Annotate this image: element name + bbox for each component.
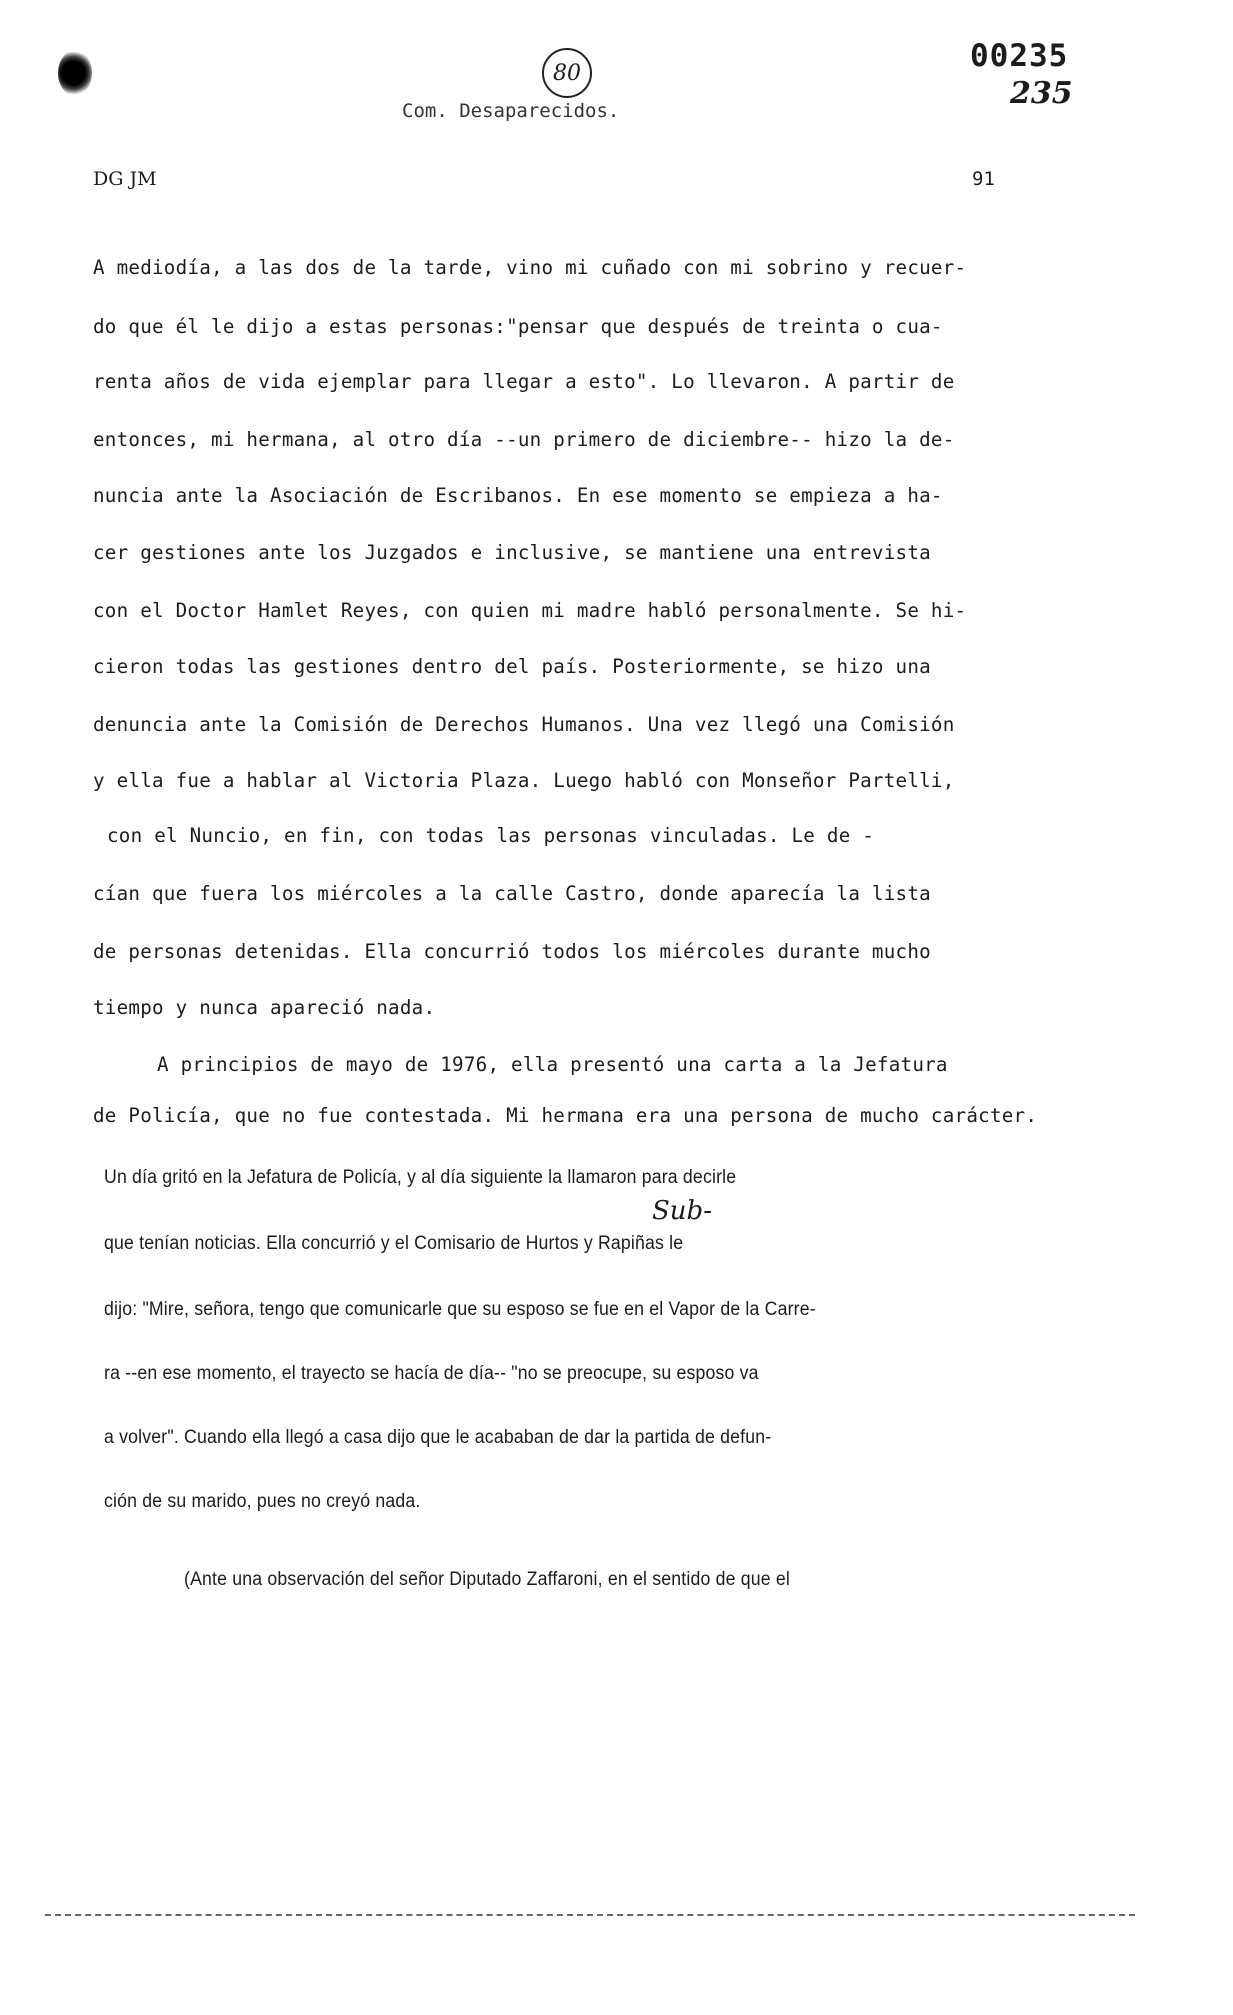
body-line: cían que fuera los miércoles a la calle Castro, donde aparecía la lista	[93, 882, 931, 905]
body-line: denuncia ante la Comisión de Derechos Humanos. Una vez llegó una Comisión	[93, 713, 955, 736]
scan-speck	[58, 50, 92, 96]
handwritten-folio-number: 235	[1010, 76, 1073, 111]
circled-page-stamp: 80	[542, 48, 592, 98]
document-header-title: Com. Desaparecidos.	[402, 100, 620, 122]
body-line: cer gestiones ante los Juzgados e inclusive, se mantiene una entrevista	[93, 541, 931, 564]
body-line: tiempo y nunca apareció nada.	[93, 996, 436, 1019]
body-line: de personas detenidas. Ella concurrió todos los miércoles durante mucho	[93, 940, 931, 963]
typist-initials: DG JM	[93, 168, 157, 190]
body-line: A mediodía, a las dos de la tarde, vino mi cuñado con mi sobrino y recuer-	[93, 256, 967, 279]
folio-number: 00235	[970, 38, 1069, 74]
body-line: renta años de vida ejemplar para llegar a esto". Lo llevaron. A partir de	[93, 370, 955, 393]
footer-rule	[45, 1914, 1135, 1916]
body-line: que tenían noticias. Ella concurrió y el Comisario de Hurtos y Rapiñas le	[104, 1233, 684, 1254]
body-line: a volver". Cuando ella llegó a casa dijo que le acababan de dar la partida de defun-	[104, 1427, 772, 1448]
body-line: y ella fue a hablar al Victoria Plaza. Luego habló con Monseñor Partelli,	[93, 769, 955, 792]
body-line: de Policía, que no fue contestada. Mi hermana era una persona de mucho carácter.	[93, 1104, 1038, 1127]
body-line: A principios de mayo de 1976, ella presentó una carta a la Jefatura	[157, 1053, 948, 1076]
body-line: cieron todas las gestiones dentro del país. Posteriormente, se hizo una	[93, 655, 931, 678]
body-line: nuncia ante la Asociación de Escribanos. En ese momento se empieza a ha-	[93, 484, 943, 507]
body-line: con el Doctor Hamlet Reyes, con quien mi madre habló personalmente. Se hi-	[93, 599, 967, 622]
body-line: ción de su marido, pues no creyó nada.	[104, 1491, 421, 1512]
body-line: entonces, mi hermana, al otro día --un primero de diciembre-- hizo la de-	[93, 428, 955, 451]
handwritten-margin-note: Sub-	[652, 1196, 712, 1226]
body-line: (Ante una observación del señor Diputado Zaffaroni, en el sentido de que el	[184, 1569, 790, 1590]
body-line: con el Nuncio, en fin, con todas las personas vinculadas. Le de -	[107, 824, 875, 847]
page-number: 91	[972, 168, 995, 190]
body-line: dijo: "Mire, señora, tengo que comunicarle que su esposo se fue en el Vapor de la Carre-	[104, 1299, 816, 1320]
body-line: Un día gritó en la Jefatura de Policía, y al día siguiente la llamaron para decirle	[104, 1167, 737, 1188]
body-line: ra --en ese momento, el trayecto se hacía de día-- "no se preocupe, su esposo va	[104, 1363, 759, 1384]
body-line: do que él le dijo a estas personas:"pensar que después de treinta o cua-	[93, 315, 943, 338]
